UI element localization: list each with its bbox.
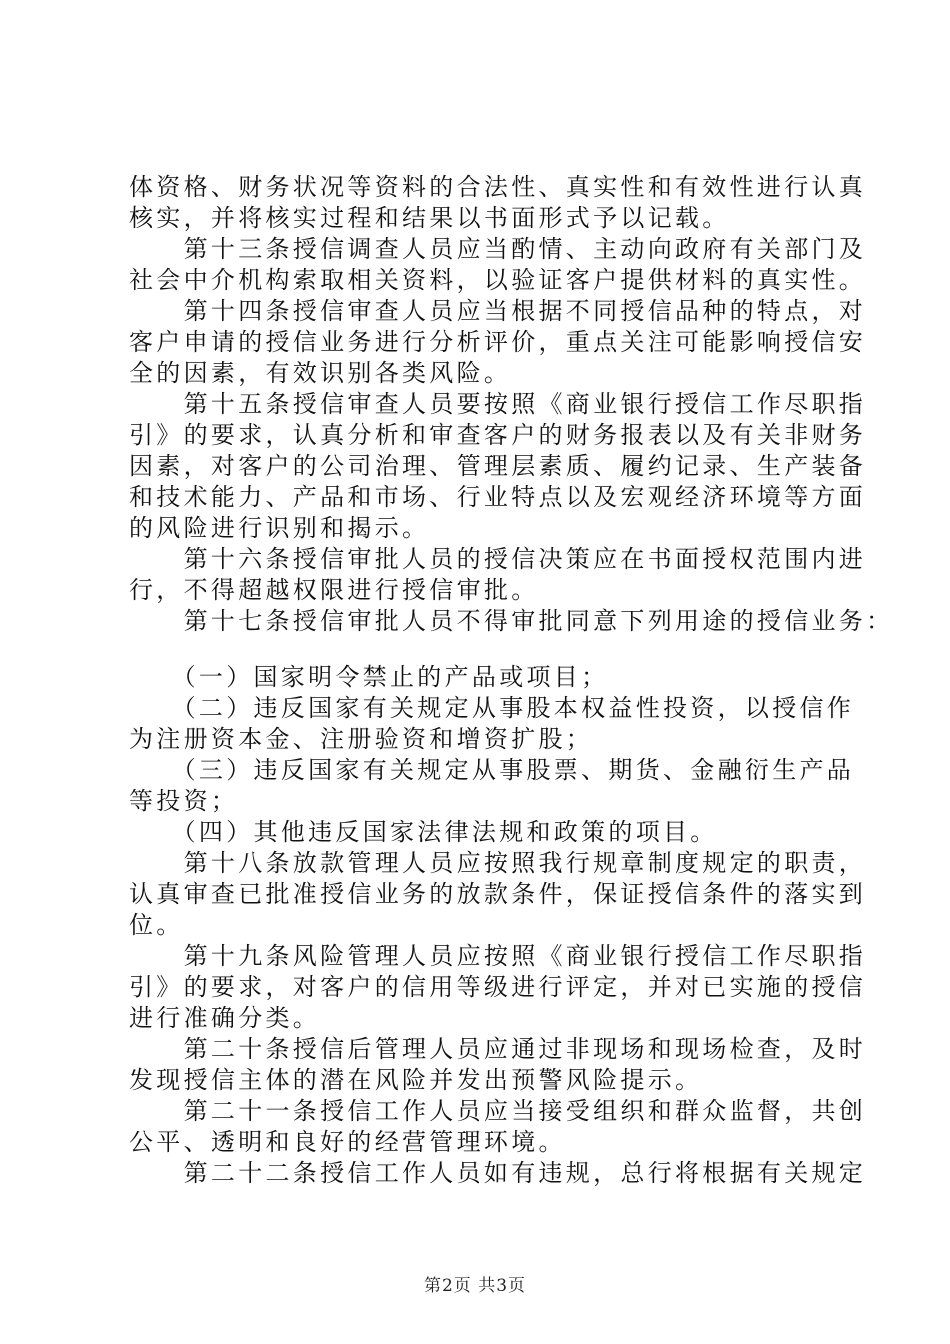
text-line: 第十四条授信审查人员应当根据不同授信品种的特点，对 [129, 297, 867, 325]
text-line: 核实，并将核实过程和结果以书面形式予以记载。 [129, 204, 730, 232]
text-line: 第十九条风险管理人员应按照《商业银行授信工作尽职指 [129, 942, 867, 970]
text-line: 公平、透明和良好的经营管理环境。 [129, 1128, 566, 1156]
text-line: 为注册资本金、注册验资和增资扩股； [129, 725, 594, 753]
text-line: 因素，对客户的公司治理、管理层素质、履约记录、生产装备 [129, 452, 867, 480]
text-line: （三）违反国家有关规定从事股票、期货、金融衍生产品 [129, 756, 855, 784]
text-line: 等投资； [129, 787, 239, 815]
text-line: 第二十一条授信工作人员应当接受组织和群众监督，共创 [129, 1097, 867, 1125]
text-line: 和技术能力、产品和市场、行业特点以及宏观经济环境等方面 [129, 483, 867, 511]
text-line: 第二十条授信后管理人员应通过非现场和现场检查，及时 [129, 1035, 867, 1063]
text-line: 第十六条授信审批人员的授信决策应在书面授权范围内进 [129, 545, 867, 573]
text-line: （二）违反国家有关规定从事股本权益性投资，以授信作 [129, 694, 855, 722]
text-line: 体资格、财务状况等资料的合法性、真实性和有效性进行认真 [129, 173, 867, 201]
text-line: 第十三条授信调查人员应当酌情、主动向政府有关部门及 [129, 235, 867, 263]
text-line: 发现授信主体的潜在风险并发出预警风险提示。 [129, 1066, 703, 1094]
text-line: 位。 [129, 911, 184, 939]
text-line: 全的因素，有效识别各类风险。 [129, 359, 512, 387]
text-line: 客户申请的授信业务进行分析评价，重点关注可能影响授信安 [129, 328, 867, 356]
text-line: 社会中介机构索取相关资料，以验证客户提供材料的真实性。 [129, 266, 867, 294]
text-line: 引》的要求，对客户的信用等级进行评定，并对已实施的授信 [129, 973, 867, 1001]
text-line: 第十七条授信审批人员不得审批同意下列用途的授信业务： [129, 607, 894, 635]
text-line: 引》的要求，认真分析和审查客户的财务报表以及有关非财务 [129, 421, 867, 449]
text-line: 的风险进行识别和揭示。 [129, 514, 430, 542]
text-line: 认真审查已批准授信业务的放款条件，保证授信条件的落实到 [129, 880, 867, 908]
text-line: （一）国家明令禁止的产品或项目； [129, 663, 609, 691]
text-line: 第二十二条授信工作人员如有违规，总行将根据有关规定 [129, 1159, 867, 1187]
text-line: 第十八条放款管理人员应按照我行规章制度规定的职责， [129, 849, 867, 877]
text-line: 第十五条授信审查人员要按照《商业银行授信工作尽职指 [129, 390, 867, 418]
text-line: 进行准确分类。 [129, 1004, 321, 1032]
page-number-footer: 第2页 共3页 [423, 1276, 527, 1296]
text-line: 行，不得超越权限进行授信审批。 [129, 576, 539, 604]
text-line: （四）其他违反国家法律法规和政策的项目。 [129, 818, 718, 846]
